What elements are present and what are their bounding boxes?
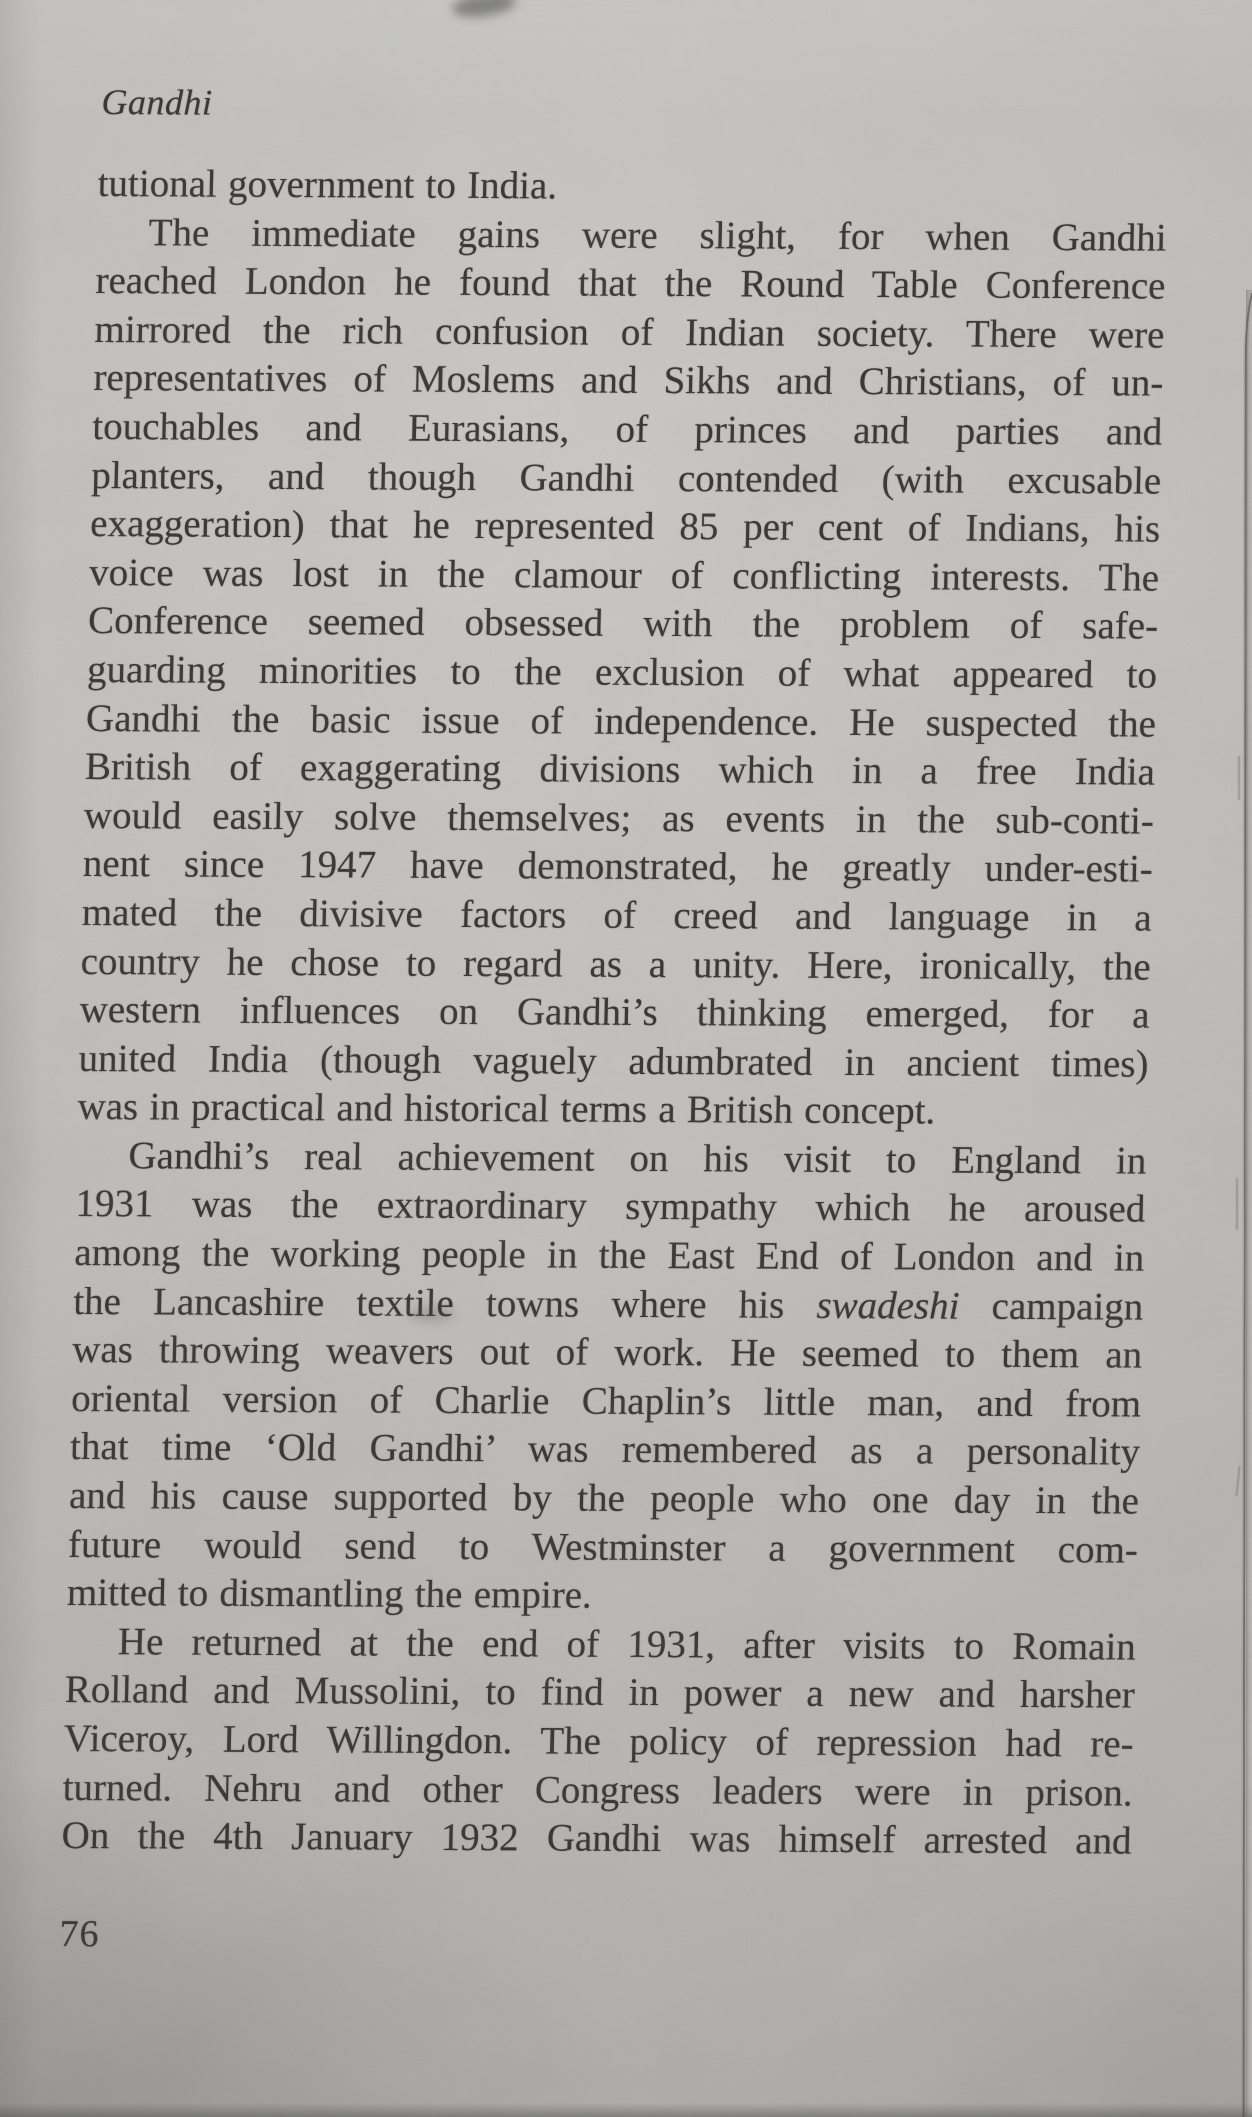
text-line: was in practical and historical terms a British concept. <box>77 1085 936 1133</box>
text-line: western influences on Gandhi’s thinking emerged, for a <box>79 988 1151 1037</box>
page-content <box>59 80 1170 1956</box>
bottom-page-shadow <box>0 2103 1252 2117</box>
text-line: united India (though vaguely adumbrated in ancient times) <box>78 1036 1150 1086</box>
text-line: He returned at the end of 1931, after visits to Romain <box>117 1620 1137 1669</box>
fore-edge-paper <box>1246 290 1252 2117</box>
running-header: Gandhi <box>101 82 213 123</box>
text-line: Gandhi’s real achievement on his visit to England in <box>128 1134 1147 1183</box>
body-text <box>61 160 1168 1866</box>
text-line: the Lancashire textile towns where his swadeshi campaign <box>72 1279 1144 1329</box>
text-line: mated the divisive factors of creed and language in a <box>81 890 1153 940</box>
text-line: touchables and Eurasians, of princes and parties and <box>91 404 1163 454</box>
smudge-mark <box>451 0 517 20</box>
margin-mark <box>1236 1178 1238 1230</box>
margin-mark <box>1235 1466 1240 1496</box>
text-line: guarding minorities to the exclusion of what appeared to <box>86 647 1158 697</box>
page-number: 76 <box>59 1912 101 1956</box>
text-line: representatives of Moslems and Sikhs and Christians, of un- <box>93 356 1164 405</box>
margin-mark <box>1238 756 1240 800</box>
text-line: British of exaggerating divisions which in a free India <box>84 745 1156 794</box>
text-line: The immediate gains were slight, for when Gandhi <box>148 210 1168 260</box>
text-line: mitted to dismantling the empire. <box>66 1571 593 1617</box>
text-line: turned. Nehru and other Congress leaders were in prison. <box>62 1765 1134 1815</box>
text-line: Rolland and Mussolini, to find in power a new and harsher <box>64 1668 1136 1717</box>
text-line: voice was lost in the clamour of conflicting interests. The <box>88 550 1160 600</box>
text-line: that time ‘Old Gandhi’ was remembered as a personality <box>69 1425 1141 1475</box>
text-line: country he chose to regard as a unity. Here, ironically, the <box>80 939 1152 989</box>
text-line: and his cause supported by the people who one day in the <box>68 1474 1140 1523</box>
text-line: among the working people in the East End of London and in <box>73 1231 1145 1280</box>
text-line: future would send to Westminster a government com- <box>67 1522 1139 1572</box>
text-line: Conference seemed obsessed with the problem of safe- <box>87 599 1159 648</box>
text-line: would easily solve themselves; as events in the sub-conti- <box>83 793 1155 843</box>
text-line: was throwing weavers out of work. He seemed to them an <box>71 1328 1143 1377</box>
text-line: On the 4th January 1932 Gandhi was himself arrested and <box>61 1814 1133 1863</box>
text-line: reached London he found that the Round Table Conference <box>95 259 1166 308</box>
text-line: 1931 was the extraordinary sympathy which he aroused <box>75 1182 1146 1232</box>
text-line: Gandhi the basic issue of independence. He suspected the <box>85 696 1157 746</box>
text-line: oriental version of Charlie Chaplin’s little man, and from <box>70 1376 1142 1426</box>
text-line: exaggeration) that he represented 85 per cent of Indians, his <box>89 502 1161 551</box>
text-line: planters, and though Gandhi contended (with excusable <box>90 453 1162 503</box>
text-line: nent since 1947 have demonstrated, he greatly under-esti- <box>82 842 1154 891</box>
text-line: mirrored the rich confusion of Indian society. There were <box>94 307 1165 357</box>
text-line: tutional government to India. <box>97 161 558 208</box>
text-line: Viceroy, Lord Willingdon. The policy of repression had re- <box>63 1716 1135 1766</box>
